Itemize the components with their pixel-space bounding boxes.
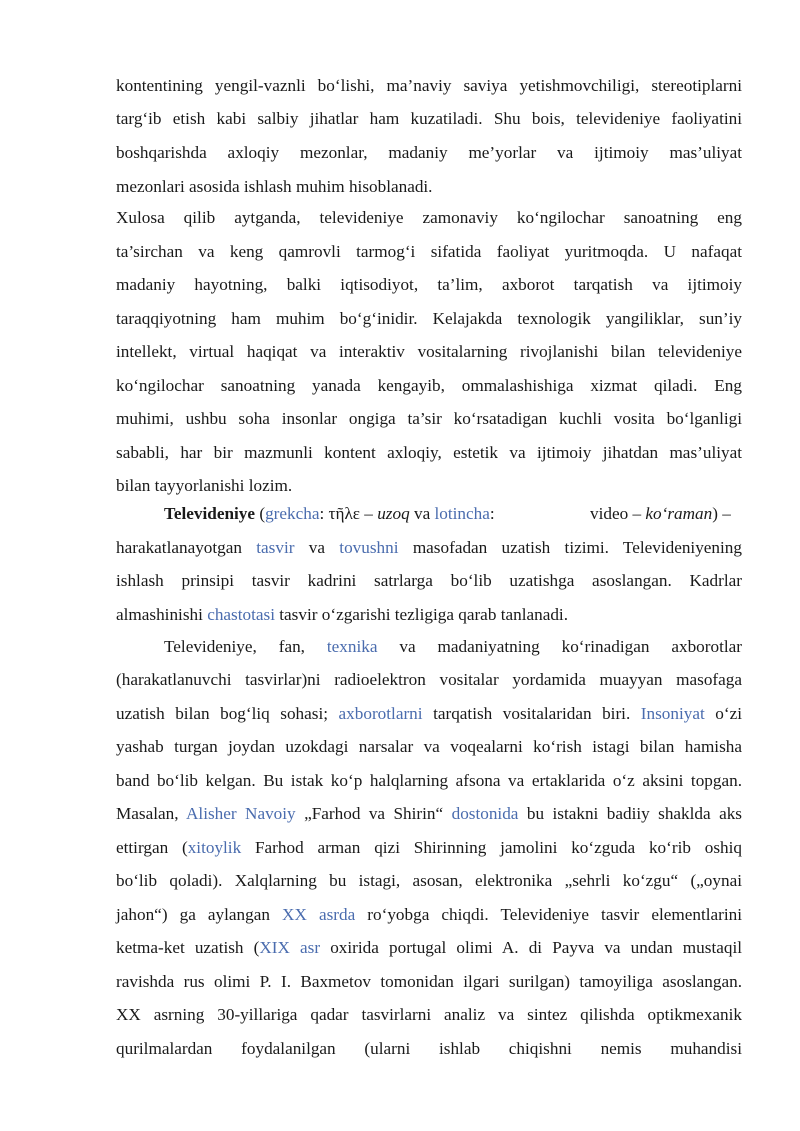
text-span: ro‘yobga chiqdi. Televideniye tasvir elementlarini xyxy=(355,905,742,924)
italic-word: ko‘raman xyxy=(645,504,713,523)
text-span: „Farhod va Shirin“ xyxy=(295,804,452,823)
text-span: video xyxy=(590,504,629,523)
greek-word: τῆλε xyxy=(328,504,360,523)
link-axborotlarni[interactable]: axborotlarni xyxy=(338,704,423,723)
text-span: ettirgan ( xyxy=(116,838,188,857)
text-line: band bo‘lib kelgan. Bu istak ko‘p halqlarning afsona va ertaklarida o‘z aksini topgan. xyxy=(116,771,742,790)
text-span: – xyxy=(360,504,378,523)
text-span: va xyxy=(409,504,435,523)
text-line: ko‘ngilochar sanoatning yanada kengayib, ommalashishiga xizmat qiladi. Eng xyxy=(116,376,742,395)
link-lotincha[interactable]: lotincha xyxy=(434,504,490,523)
text-line: ravishda rus olimi P. I. Baxmetov tomonidan ilgari surilgan) tamoyiliga asoslangan. xyxy=(116,972,742,991)
text-line: Xulosa qilib aytganda, televideniye zamonaviy ko‘ngilochar sanoatning eng xyxy=(116,208,742,227)
text-line xyxy=(116,605,742,625)
link-chastotasi[interactable]: chastotasi xyxy=(207,605,275,624)
text-line xyxy=(116,838,742,858)
term-televideniye: Televideniye xyxy=(164,504,256,523)
text-span: o‘zi xyxy=(704,704,742,723)
text-span: almashinishi xyxy=(116,605,208,624)
text-line xyxy=(116,704,742,724)
text-span: va xyxy=(294,538,340,557)
text-line: sababli, har bir mazmunli kontent axloqiy, estetik va ijtimoiy jihatdan mas’uliyat xyxy=(116,443,742,462)
text-span: ) – xyxy=(712,504,731,523)
link-insoniyat[interactable]: Insoniyat xyxy=(640,704,705,723)
link-tasvir[interactable]: tasvir xyxy=(256,538,295,557)
link-texnika[interactable]: texnika xyxy=(326,637,378,656)
link-dostonida[interactable]: dostonida xyxy=(451,804,519,823)
text-line: kontentining yengil-vaznli bo‘lishi, ma’naviy saviya yetishmovchiligi, stereotiplarni xyxy=(116,76,742,95)
text-line: (harakatlanuvchi tasvirlar)ni radioelektron vositalar yordamida muayyan masofaga xyxy=(116,670,742,689)
text-line: madaniy hayotning, balki iqtisodiyot, ta’lim, axborot tarqatish va ijtimoiy xyxy=(116,275,742,294)
link-xitoylik[interactable]: xitoylik xyxy=(187,838,242,857)
text-line: ta’sirchan va keng qamrovli tarmog‘i sifatida faoliyat yuritmoqda. U nafaqat xyxy=(116,242,742,261)
text-line: targ‘ib etish kabi salbiy jihatlar ham kuzatiladi. Shu bois, televideniye faoliyatini xyxy=(116,109,742,128)
link-alisher-navoiy[interactable]: Alisher Navoiy xyxy=(186,804,296,823)
text-line: bilan tayyorlanishi lozim. xyxy=(116,476,293,495)
text-span: ( xyxy=(255,504,266,523)
text-span: tarqatish vositalaridan biri. xyxy=(422,704,641,723)
text-line xyxy=(116,905,742,925)
text-line xyxy=(116,804,742,824)
text-span: uzatish bilan bog‘liq sohasi; xyxy=(116,704,339,723)
text-span: va madaniyatning ko‘rinadigan axborotlar xyxy=(377,637,742,656)
text-line: ishlash prinsipi tasvir kadrini satrlarga bo‘lib uzatishga asoslangan. Kadrlar xyxy=(116,571,742,590)
link-tovushni[interactable]: tovushni xyxy=(339,538,399,557)
text-line: XX asrning 30-yillariga qadar tasvirlarni analiz va sintez qilishda optikmexanik xyxy=(116,1005,742,1024)
text-line xyxy=(116,538,742,558)
text-line xyxy=(164,637,742,657)
text-line: taraqqiyotning ham muhim bo‘g‘inidir. Kelajakda texnologik yangiliklar, sun’iy xyxy=(116,309,742,328)
text-span: Masalan, xyxy=(116,804,187,823)
text-span: : xyxy=(319,504,329,523)
text-span: – xyxy=(628,504,646,523)
text-span: ketma-ket uzatish ( xyxy=(116,938,260,957)
text-line: mezonlari asosida ishlash muhim hisoblanadi. xyxy=(116,177,433,196)
text-span: harakatlanayotgan xyxy=(116,538,257,557)
text-span: bu istakni badiiy shaklda aks xyxy=(518,804,742,823)
link-grekcha[interactable]: grekcha xyxy=(265,504,320,523)
link-xx-asrda[interactable]: XX asrda xyxy=(282,905,356,924)
text-span: jahon“) ga aylangan xyxy=(116,905,283,924)
text-line xyxy=(116,938,742,958)
text-span: Farhod arman qizi Shirinning jamolini ko‘zguda ko‘rib oshiq xyxy=(241,838,742,857)
text-line: boshqarishda axloqiy mezonlar, madaniy me’yorlar va ijtimoiy mas’uliyat xyxy=(116,143,742,162)
text-span: : xyxy=(489,504,495,523)
text-line: muhimi, ushbu soha insonlar ongiga ta’sir ko‘rsatadigan kuchli vosita bo‘lganligi xyxy=(116,409,742,428)
link-xix-asr[interactable]: XIX asr xyxy=(259,938,321,957)
text-line: intellekt, virtual haqiqat va interaktiv vositalarning rivojlanishi bilan televideniye xyxy=(116,342,742,361)
italic-word: uzoq xyxy=(377,504,410,523)
text-span: Televideniye, fan, xyxy=(164,637,327,656)
text-line xyxy=(590,504,731,524)
text-span: oxirida portugal olimi A. di Payva va undan mustaqil xyxy=(320,938,743,957)
text-span: tasvir o‘zgarishi tezligiga qarab tanlanadi. xyxy=(274,605,568,624)
text-span: masofadan uzatish tizimi. Televideniyening xyxy=(398,538,742,557)
text-line: bo‘lib qoladi). Xalqlarning bu istagi, asosan, elektronika „sehrli ko‘zgu“ („oynai xyxy=(116,871,742,890)
text-line: qurilmalardan foydalanilgan (ularni ishlab chiqishni nemis muhandisi xyxy=(116,1039,742,1058)
text-line: yashab turgan joydan uzokdagi narsalar va voqealarni ko‘rish istagi bilan hamisha xyxy=(116,737,742,756)
